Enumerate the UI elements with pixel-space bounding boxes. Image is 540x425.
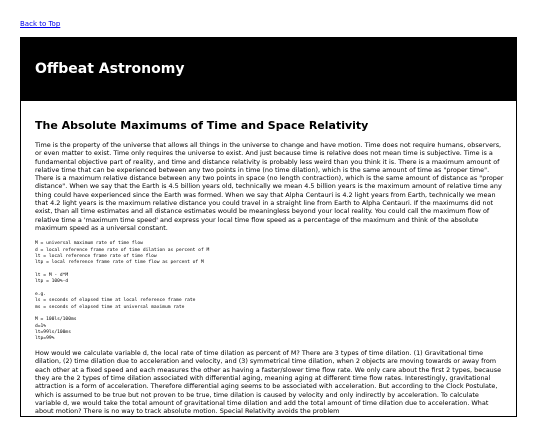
formulas-code: lt = M - d*M ltp = 100%-d <box>35 272 69 285</box>
variable-definitions-code: M = universal maximum rate of time flow d = local reference frame rate of time dilation as percent of M lt = local reference frame rate of time flow ltp = local reference frame rate of time flow as percent of M <box>35 241 210 266</box>
example-calculation-code: M = 100ls/100ms d=1% lt=99ls/100ms ltp=99% <box>35 317 77 342</box>
site-title: Offbeat Astronomy <box>35 61 185 77</box>
body-paragraph: How would we calculate variable d, the local rate of time dilation as percent of M? There are 3 types of time dilation. (1) Gravitational time dilation, (2) time dilation due to acceleration and velocity, and (3) symmetrical time dilation, when 2 objects are moving towards or away from each other at a fixed speed and each measures the other as having a faster/slower time flow rate. We only care about the first 2 types, because they are the 2 types of time dilation associated with differential aging, meaning aging at different time flow rates. Interestingly, gravitational attraction is a form of acceleration. Therefore differential aging seems to be associated with acceleration. But according to the Clock Postulate, which is assumed to be true but not proven to be true, time dilation is caused by velocity and only indirectly by acceleration. To calculate variable d, we would take the total amount of gravitational time dilation and add the total amount of time dilation due to acceleration. What about motion? There is no way to track absolute motion. Special Relativity avoids the problem <box>35 349 502 416</box>
example-definitions-code: e.g. ls = seconds of elapsed time at local reference frame rate ms = seconds of elapsed time at universal maximum rate <box>35 292 196 310</box>
article-frame <box>20 37 517 417</box>
article-content <box>35 119 505 425</box>
article-title: The Absolute Maximums of Time and Space Relativity <box>35 119 369 132</box>
back-to-top-link[interactable]: Back to Top <box>20 20 61 28</box>
intro-paragraph: Time is the property of the universe that allows all things in the universe to change and have motion. Time does not require humans, observers, or even matter to exist. Time only requires the universe to exist. And just because time is relative does not mean time is subjective. Time is a fundamental objective part of reality, and time and distance relativity is probably less weird than you think it is. There is a maximum amount of relative time that can be experienced between any two points in time (no time dilation), which is the same amount of time as "proper time". There is a maximum relative distance between any two points in space (no length contraction), which is the same amount of distance as "proper distance". When we say that the Earth is 4.5 billion years old, technically we mean 4.5 billion years is the maximum amount of relative time any thing could have experienced since the Earth was formed. When we say that Alpha Centauri is 4.2 light years from Earth, technically we mean that 4.2 light years is the maximum relative distance you could travel in a straight line from Earth to Alpha Centauri. If the maximums did not exist, than all time estimates and all distance estimates would be meaningless beyond your local reality. You could call the maximum flow of relative time a 'maximum time speed' and express your local time flow speed as a percentage of the maximum and think of the absolute maximum speed as a universal constant. <box>35 141 504 232</box>
site-header <box>21 38 516 101</box>
